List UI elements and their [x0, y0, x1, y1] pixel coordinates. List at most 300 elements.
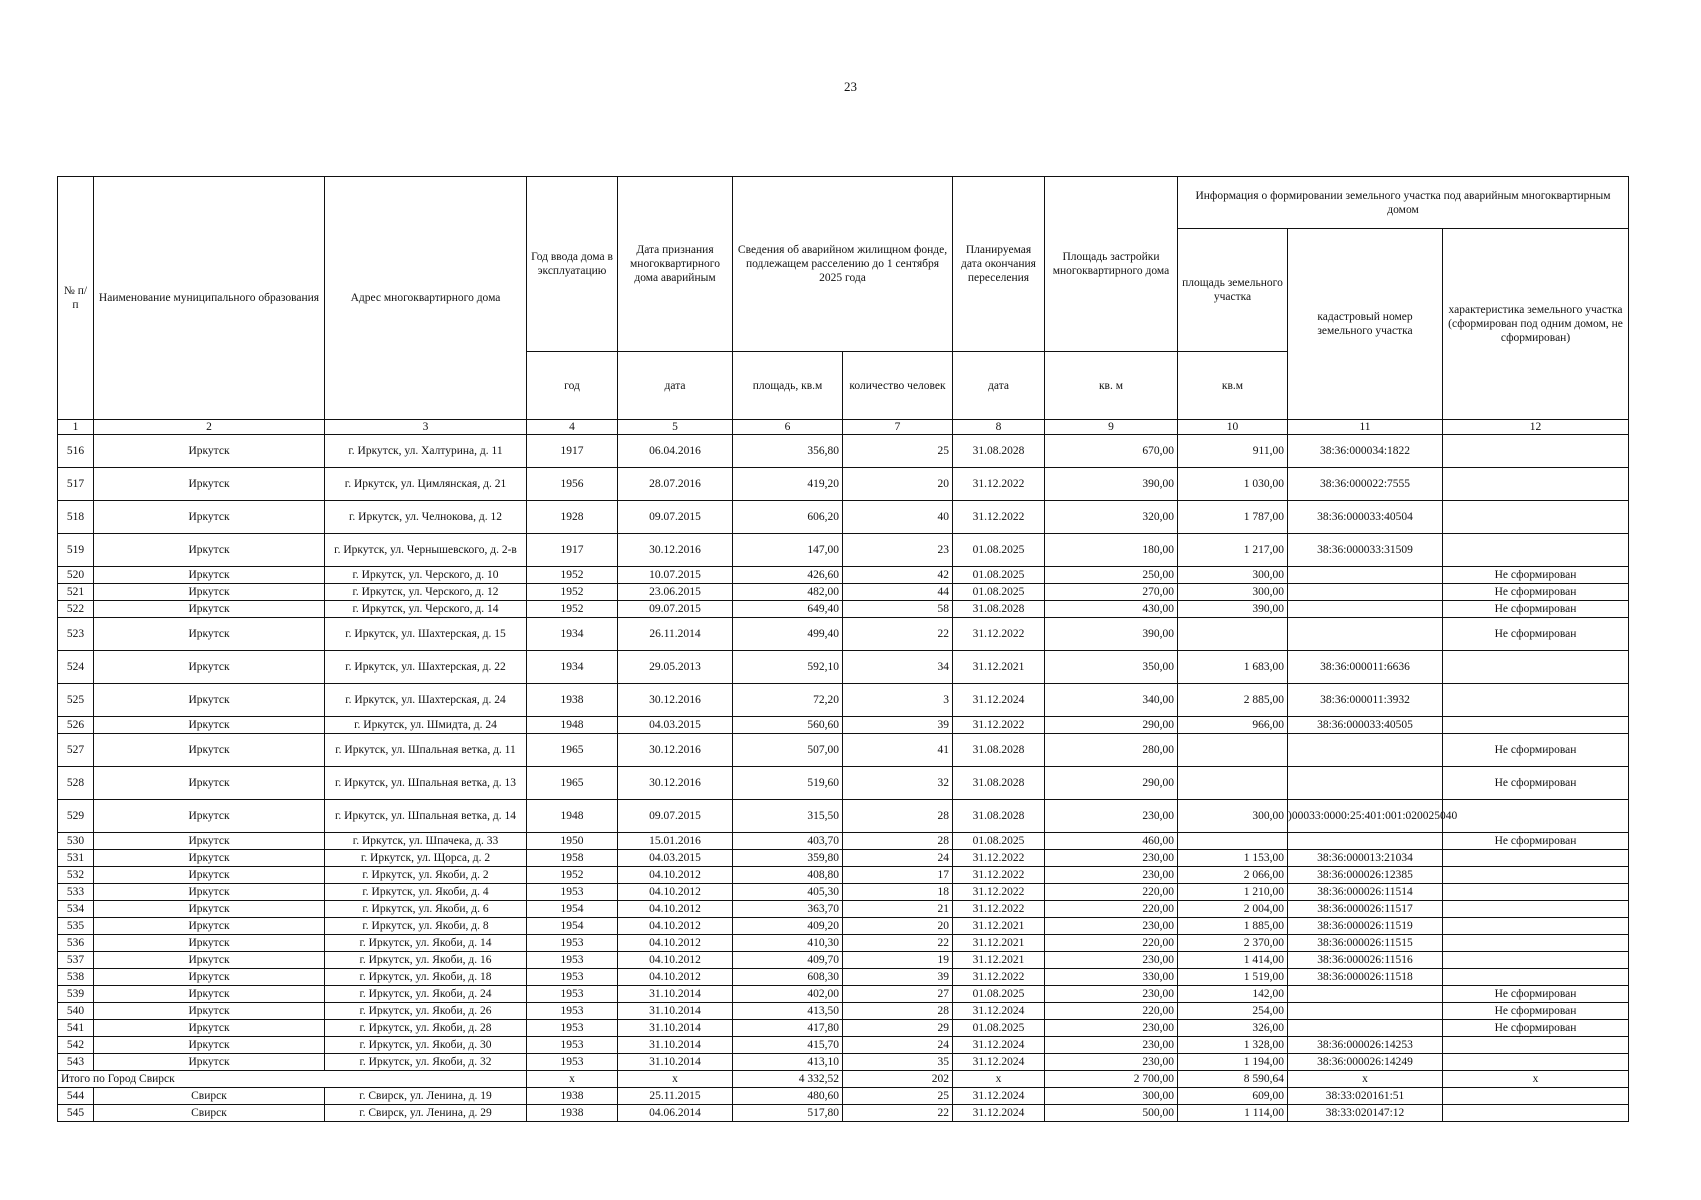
total-label: Итого по Город Свирск: [58, 1071, 527, 1088]
emergency-area: 356,80: [733, 435, 843, 468]
planned-date: 31.12.2021: [953, 651, 1045, 684]
emergency-area: 426,60: [733, 567, 843, 584]
table-row: [58, 734, 1629, 767]
commission-year: 1958: [527, 850, 618, 867]
residents-count: 34: [843, 651, 953, 684]
land-area: 1 885,00: [1178, 918, 1288, 935]
house-address: г. Иркутск, ул. Якоби, д. 14: [325, 935, 527, 952]
planned-date: 31.08.2028: [953, 435, 1045, 468]
building-area: 500,00: [1045, 1105, 1178, 1122]
emergency-date: 31.10.2014: [618, 1003, 733, 1020]
land-characteristic: Не сформирован: [1443, 618, 1629, 651]
house-address: г. Иркутск, ул. Шахтерская, д. 24: [325, 684, 527, 717]
land-characteristic: Не сформирован: [1443, 986, 1629, 1003]
planned-date: 31.12.2022: [953, 867, 1045, 884]
residents-count: 28: [843, 1003, 953, 1020]
cadastral-number: 38:36:000026:12385: [1288, 867, 1443, 884]
unit-date: дата: [618, 352, 733, 420]
row-number: 518: [58, 501, 94, 534]
land-area: 390,00: [1178, 601, 1288, 618]
municipality-name: Иркутск: [94, 618, 325, 651]
municipality-name: Иркутск: [94, 501, 325, 534]
house-address: г. Иркутск, ул. Шпальная ветка, д. 14: [325, 800, 527, 833]
cadastral-number: [1288, 1003, 1443, 1020]
row-number: 517: [58, 468, 94, 501]
row-number: 536: [58, 935, 94, 952]
land-characteristic: Не сформирован: [1443, 734, 1629, 767]
emergency-date: 04.10.2012: [618, 884, 733, 901]
municipality-name: Иркутск: [94, 468, 325, 501]
house-address: г. Свирск, ул. Ленина, д. 19: [325, 1088, 527, 1105]
emergency-date: 04.10.2012: [618, 952, 733, 969]
table-row: [58, 651, 1629, 684]
planned-date: 31.12.2022: [953, 901, 1045, 918]
commission-year: 1952: [527, 601, 618, 618]
house-address: г. Иркутск, ул. Цимлянская, д. 21: [325, 468, 527, 501]
emergency-area: 408,80: [733, 867, 843, 884]
col-num: 7: [843, 420, 953, 435]
residents-count: 3: [843, 684, 953, 717]
total-area: 4 332,52: [733, 1071, 843, 1088]
planned-date: 01.08.2025: [953, 584, 1045, 601]
land-area: [1178, 833, 1288, 850]
header-address: Адрес многоквартирного дома: [325, 177, 527, 420]
emergency-area: 517,80: [733, 1105, 843, 1122]
residents-count: 32: [843, 767, 953, 800]
emergency-date: 04.10.2012: [618, 935, 733, 952]
municipality-name: Иркутск: [94, 867, 325, 884]
land-characteristic: [1443, 501, 1629, 534]
land-area: [1178, 618, 1288, 651]
planned-date: 31.12.2022: [953, 850, 1045, 867]
residents-count: 22: [843, 935, 953, 952]
municipality-name: Иркутск: [94, 567, 325, 584]
row-number: 542: [58, 1037, 94, 1054]
land-area: [1178, 767, 1288, 800]
planned-date: 31.12.2021: [953, 952, 1045, 969]
cadastral-number: 38:36:000033:31509: [1288, 534, 1443, 567]
land-area: 1 194,00: [1178, 1054, 1288, 1071]
municipality-name: Иркутск: [94, 684, 325, 717]
planned-date: 31.12.2022: [953, 884, 1045, 901]
cadastral-number: 38:36:000013:21034: [1288, 850, 1443, 867]
col-num: 12: [1443, 420, 1629, 435]
house-address: г. Иркутск, ул. Шахтерская, д. 22: [325, 651, 527, 684]
row-number: 544: [58, 1088, 94, 1105]
land-area: 1 414,00: [1178, 952, 1288, 969]
land-area: 254,00: [1178, 1003, 1288, 1020]
table-row: [58, 935, 1629, 952]
commission-year: 1956: [527, 468, 618, 501]
municipality-name: Иркутск: [94, 833, 325, 850]
building-area: 230,00: [1045, 1054, 1178, 1071]
row-number: 524: [58, 651, 94, 684]
planned-date: 01.08.2025: [953, 567, 1045, 584]
commission-year: 1954: [527, 918, 618, 935]
row-number: 526: [58, 717, 94, 734]
table-row: [58, 618, 1629, 651]
commission-year: 1965: [527, 734, 618, 767]
emergency-area: 359,80: [733, 850, 843, 867]
cadastral-number: 38:36:000026:11518: [1288, 969, 1443, 986]
row-number: 539: [58, 986, 94, 1003]
planned-date: 31.08.2028: [953, 767, 1045, 800]
planned-date: 31.12.2024: [953, 684, 1045, 717]
municipality-name: Иркутск: [94, 1054, 325, 1071]
planned-date: 31.08.2028: [953, 800, 1045, 833]
row-number: 525: [58, 684, 94, 717]
emergency-date: 04.10.2012: [618, 901, 733, 918]
commission-year: 1948: [527, 800, 618, 833]
land-characteristic: Не сформирован: [1443, 584, 1629, 601]
municipality-name: Иркутск: [94, 918, 325, 935]
row-number: 531: [58, 850, 94, 867]
table-row: [58, 717, 1629, 734]
house-address: г. Иркутск, ул. Шпальная ветка, д. 11: [325, 734, 527, 767]
land-characteristic: [1443, 1088, 1629, 1105]
building-area: 250,00: [1045, 567, 1178, 584]
land-area: 300,00: [1178, 800, 1288, 833]
emergency-date: 28.07.2016: [618, 468, 733, 501]
building-area: 350,00: [1045, 651, 1178, 684]
land-characteristic: [1443, 1054, 1629, 1071]
commission-year: 1934: [527, 618, 618, 651]
commission-year: 1952: [527, 584, 618, 601]
emergency-date: 26.11.2014: [618, 618, 733, 651]
residents-count: 22: [843, 618, 953, 651]
emergency-date: 09.07.2015: [618, 601, 733, 618]
house-address: г. Иркутск, ул. Шпальная ветка, д. 13: [325, 767, 527, 800]
commission-year: 1953: [527, 986, 618, 1003]
planned-date: 01.08.2025: [953, 1020, 1045, 1037]
emergency-date: 04.06.2014: [618, 1105, 733, 1122]
residents-count: 25: [843, 1088, 953, 1105]
house-address: г. Иркутск, ул. Черского, д. 12: [325, 584, 527, 601]
emergency-date: 30.12.2016: [618, 767, 733, 800]
land-characteristic: Не сформирован: [1443, 1003, 1629, 1020]
planned-date: 31.12.2022: [953, 969, 1045, 986]
emergency-date: 30.12.2016: [618, 734, 733, 767]
residents-count: 24: [843, 1037, 953, 1054]
emergency-area: 415,70: [733, 1037, 843, 1054]
house-address: г. Иркутск, ул. Якоби, д. 8: [325, 918, 527, 935]
col-num: 11: [1288, 420, 1443, 435]
municipality-name: Иркутск: [94, 717, 325, 734]
municipality-name: Иркутск: [94, 901, 325, 918]
header-emergency-date: Дата признания многоквартирного дома аварийным: [618, 177, 733, 352]
commission-year: 1954: [527, 901, 618, 918]
table-row: [58, 833, 1629, 850]
total-row: [58, 1071, 1629, 1088]
col-num: 4: [527, 420, 618, 435]
emergency-area: 482,00: [733, 584, 843, 601]
residents-count: 41: [843, 734, 953, 767]
header-number: № п/п: [58, 177, 94, 420]
residents-count: 44: [843, 584, 953, 601]
emergency-area: 403,70: [733, 833, 843, 850]
table-row: [58, 1003, 1629, 1020]
cadastral-number: 38:33:020147:12: [1288, 1105, 1443, 1122]
residents-count: 18: [843, 884, 953, 901]
page-number: 23: [844, 79, 857, 94]
land-area: [1178, 734, 1288, 767]
land-area: 1 114,00: [1178, 1105, 1288, 1122]
emergency-area: 413,10: [733, 1054, 843, 1071]
house-address: г. Иркутск, ул. Черского, д. 10: [325, 567, 527, 584]
commission-year: 1953: [527, 1020, 618, 1037]
row-number: 529: [58, 800, 94, 833]
planned-date: 31.12.2024: [953, 1088, 1045, 1105]
emergency-area: 649,40: [733, 601, 843, 618]
commission-year: 1950: [527, 833, 618, 850]
land-characteristic: [1443, 918, 1629, 935]
commission-year: 1938: [527, 1105, 618, 1122]
emergency-area: 560,60: [733, 717, 843, 734]
land-characteristic: [1443, 435, 1629, 468]
cadastral-number: 38:36:000026:14253: [1288, 1037, 1443, 1054]
building-area: 220,00: [1045, 901, 1178, 918]
cadastral-number: 38:36:000026:11519: [1288, 918, 1443, 935]
land-characteristic: [1443, 935, 1629, 952]
table-row: [58, 969, 1629, 986]
commission-year: 1965: [527, 767, 618, 800]
planned-date: 01.08.2025: [953, 534, 1045, 567]
table-row: [58, 1088, 1629, 1105]
residents-count: 23: [843, 534, 953, 567]
residents-count: 35: [843, 1054, 953, 1071]
municipality-name: Иркутск: [94, 986, 325, 1003]
emergency-date: 04.10.2012: [618, 867, 733, 884]
house-address: г. Иркутск, ул. Якоби, д. 6: [325, 901, 527, 918]
building-area: 230,00: [1045, 986, 1178, 1003]
land-area: 2 370,00: [1178, 935, 1288, 952]
emergency-date: 30.12.2016: [618, 684, 733, 717]
residents-count: 24: [843, 850, 953, 867]
building-area: 670,00: [1045, 435, 1178, 468]
header-land-area: площадь земельного участка: [1178, 229, 1288, 352]
land-area: 1 210,00: [1178, 884, 1288, 901]
col-num: 9: [1045, 420, 1178, 435]
emergency-area: 507,00: [733, 734, 843, 767]
planned-date: 01.08.2025: [953, 833, 1045, 850]
col-num: 2: [94, 420, 325, 435]
cadastral-number: [1288, 734, 1443, 767]
land-characteristic: Не сформирован: [1443, 767, 1629, 800]
row-number: 516: [58, 435, 94, 468]
municipality-name: Иркутск: [94, 1003, 325, 1020]
commission-year: 1928: [527, 501, 618, 534]
building-area: 230,00: [1045, 918, 1178, 935]
municipality-name: Иркутск: [94, 1020, 325, 1037]
table-row: [58, 800, 1629, 833]
total-cadastral: x: [1288, 1071, 1443, 1088]
planned-date: 31.08.2028: [953, 734, 1045, 767]
emergency-date: 30.12.2016: [618, 534, 733, 567]
house-address: г. Иркутск, ул. Якоби, д. 2: [325, 867, 527, 884]
emergency-date: 10.07.2015: [618, 567, 733, 584]
planned-date: 31.12.2024: [953, 1037, 1045, 1054]
emergency-date: 15.01.2016: [618, 833, 733, 850]
house-address: г. Иркутск, ул. Якоби, д. 4: [325, 884, 527, 901]
building-area: 180,00: [1045, 534, 1178, 567]
row-number: 530: [58, 833, 94, 850]
municipality-name: Иркутск: [94, 952, 325, 969]
col-num: 6: [733, 420, 843, 435]
emergency-area: 592,10: [733, 651, 843, 684]
commission-year: 1952: [527, 867, 618, 884]
unit-land-sqm: кв.м: [1178, 352, 1288, 420]
header-building-area: Площадь застройки многоквартирного дома: [1045, 177, 1178, 352]
planned-date: 31.12.2024: [953, 1105, 1045, 1122]
municipality-name: Иркутск: [94, 884, 325, 901]
house-address: г. Иркутск, ул. Якоби, д. 30: [325, 1037, 527, 1054]
unit-year: год: [527, 352, 618, 420]
emergency-area: 417,80: [733, 1020, 843, 1037]
municipality-name: Свирск: [94, 1088, 325, 1105]
house-address: г. Иркутск, ул. Шахтерская, д. 15: [325, 618, 527, 651]
land-area: 1 519,00: [1178, 969, 1288, 986]
house-address: г. Иркутск, ул. Чернышевского, д. 2-в: [325, 534, 527, 567]
building-area: 230,00: [1045, 800, 1178, 833]
cadastral-number: 38:36:000026:11515: [1288, 935, 1443, 952]
land-characteristic: [1443, 468, 1629, 501]
commission-year: 1938: [527, 1088, 618, 1105]
building-area: 230,00: [1045, 850, 1178, 867]
emergency-housing-table: [57, 176, 1629, 1122]
emergency-area: 315,50: [733, 800, 843, 833]
table-row: [58, 952, 1629, 969]
planned-date: 31.12.2024: [953, 1054, 1045, 1071]
table-row: [58, 986, 1629, 1003]
header-land-group: Информация о формировании земельного участка под аварийным многоквартирным домом: [1178, 177, 1629, 229]
cadastral-number: [1288, 618, 1443, 651]
unit-people: количество человек: [843, 352, 953, 420]
table-row: [58, 468, 1629, 501]
row-number: 521: [58, 584, 94, 601]
emergency-date: 04.03.2015: [618, 717, 733, 734]
building-area: 230,00: [1045, 867, 1178, 884]
commission-year: 1953: [527, 1054, 618, 1071]
residents-count: 20: [843, 918, 953, 935]
emergency-area: 608,30: [733, 969, 843, 986]
cadastral-number: [1288, 833, 1443, 850]
land-area: 142,00: [1178, 986, 1288, 1003]
table-body: [58, 435, 1629, 1122]
emergency-area: 480,60: [733, 1088, 843, 1105]
row-number: 519: [58, 534, 94, 567]
col-num: 1: [58, 420, 94, 435]
planned-date: 31.08.2028: [953, 601, 1045, 618]
cadastral-number: 38:36:000026:11516: [1288, 952, 1443, 969]
cadastral-number: [1288, 601, 1443, 618]
building-area: 320,00: [1045, 501, 1178, 534]
land-area: 2 004,00: [1178, 901, 1288, 918]
table-row: [58, 1054, 1629, 1071]
planned-date: 31.12.2022: [953, 501, 1045, 534]
table-row: [58, 501, 1629, 534]
land-characteristic: [1443, 901, 1629, 918]
emergency-date: 04.10.2012: [618, 969, 733, 986]
emergency-area: 409,20: [733, 918, 843, 935]
emergency-area: 402,00: [733, 986, 843, 1003]
row-number: 533: [58, 884, 94, 901]
land-area: 2 066,00: [1178, 867, 1288, 884]
commission-year: 1917: [527, 435, 618, 468]
building-area: 390,00: [1045, 618, 1178, 651]
emergency-area: 405,30: [733, 884, 843, 901]
residents-count: 21: [843, 901, 953, 918]
table-row: [58, 1105, 1629, 1122]
land-area: 1 328,00: [1178, 1037, 1288, 1054]
cadastral-number: 38:36:000022:7555: [1288, 468, 1443, 501]
municipality-name: Иркутск: [94, 651, 325, 684]
header-cadastral: кадастровый номер земельного участка: [1288, 229, 1443, 420]
emergency-area: 409,70: [733, 952, 843, 969]
table-row: [58, 534, 1629, 567]
residents-count: 17: [843, 867, 953, 884]
house-address: г. Иркутск, ул. Якоби, д. 28: [325, 1020, 527, 1037]
municipality-name: Иркутск: [94, 767, 325, 800]
residents-count: 42: [843, 567, 953, 584]
cadastral-number: [1288, 986, 1443, 1003]
col-num: 3: [325, 420, 527, 435]
building-area: 220,00: [1045, 884, 1178, 901]
planned-date: 31.12.2022: [953, 468, 1045, 501]
municipality-name: Иркутск: [94, 601, 325, 618]
emergency-area: 72,20: [733, 684, 843, 717]
residents-count: 22: [843, 1105, 953, 1122]
land-characteristic: [1443, 684, 1629, 717]
building-area: 430,00: [1045, 601, 1178, 618]
emergency-date: 09.07.2015: [618, 501, 733, 534]
planned-date: 31.12.2022: [953, 717, 1045, 734]
house-address: г. Иркутск, ул. Халтурина, д. 11: [325, 435, 527, 468]
row-number: 520: [58, 567, 94, 584]
commission-year: 1953: [527, 969, 618, 986]
total-land-area: 8 590,64: [1178, 1071, 1288, 1088]
building-area: 300,00: [1045, 1088, 1178, 1105]
land-area: 326,00: [1178, 1020, 1288, 1037]
emergency-date: 31.10.2014: [618, 1054, 733, 1071]
row-number: 528: [58, 767, 94, 800]
commission-year: 1917: [527, 534, 618, 567]
total-year: x: [527, 1071, 618, 1088]
building-area: 230,00: [1045, 1020, 1178, 1037]
municipality-name: Иркутск: [94, 534, 325, 567]
residents-count: 39: [843, 969, 953, 986]
commission-year: 1952: [527, 567, 618, 584]
total-characteristic: x: [1443, 1071, 1629, 1088]
cadastral-number: )00033:0000:25:401:001:020025040: [1288, 800, 1443, 833]
row-number: 538: [58, 969, 94, 986]
total-date: x: [618, 1071, 733, 1088]
commission-year: 1948: [527, 717, 618, 734]
unit-plan-date: дата: [953, 352, 1045, 420]
house-address: г. Иркутск, ул. Якоби, д. 26: [325, 1003, 527, 1020]
table-row: [58, 767, 1629, 800]
municipality-name: Иркутск: [94, 1037, 325, 1054]
table-row: [58, 435, 1629, 468]
table-row: [58, 1020, 1629, 1037]
unit-building-sqm: кв. м: [1045, 352, 1178, 420]
land-area: 1 030,00: [1178, 468, 1288, 501]
table-row: [58, 884, 1629, 901]
emergency-area: 363,70: [733, 901, 843, 918]
building-area: 340,00: [1045, 684, 1178, 717]
table-row: [58, 901, 1629, 918]
land-area: 1 683,00: [1178, 651, 1288, 684]
emergency-date: 04.10.2012: [618, 918, 733, 935]
